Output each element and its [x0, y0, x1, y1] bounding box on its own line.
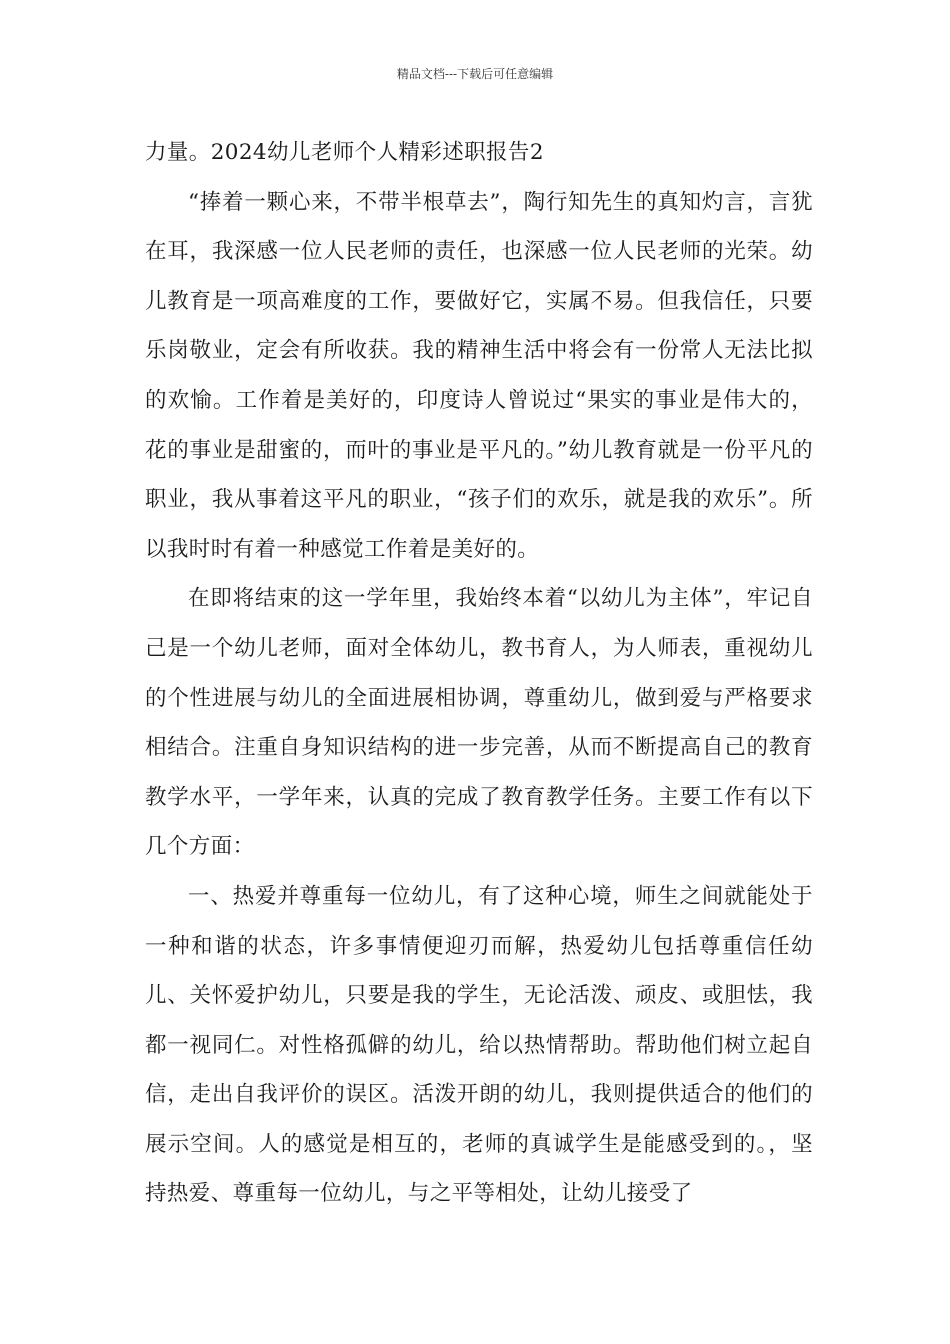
page-header: 精品文档---下载后可任意编辑: [396, 67, 554, 81]
paragraph-2: “捧着一颗心来，不带半根草去”，陶行知先生的真知灼言，言犹在耳，我深感一位人民老师的责任，也深感一位人民老师的光荣。幼儿教育是一项高难度的工作，要做好它，实属不易。但我信任，只要乐岗敬业，定会有所收获。我的精神生活中将会有一份常人无法比拟的欢愉。工作着是美好的，印度诗人曾说过“果实的事业是伟大的，花的事业是甜蜜的，而叶的事业是平凡的。”幼儿教育就是一份平凡的职业，我从事着这平凡的职业，“孩子们的欢乐，就是我的欢乐”。所以我时时有着一种感觉工作着是美好的。: [145, 189, 813, 562]
document-body: [145, 128, 813, 1219]
paragraph-3: 在即将结束的这一学年里，我始终本着“以幼儿为主体”，牢记自己是一个幼儿老师，面对全体幼儿，教书育人，为人师表，重视幼儿的个性进展与幼儿的全面进展相协调，尊重幼儿，做到爱与严格要求相结合。注重自身知识结构的进一步完善，从而不断提高自己的教育教学水平，一学年来，认真的完成了教育教学任务。主要工作有以下几个方面：: [145, 586, 813, 860]
paragraph-1: 力量。2024幼儿老师个人精彩述职报告2: [145, 140, 544, 165]
paragraph-4: 一、热爱并尊重每一位幼儿，有了这种心境，师生之间就能处于一种和谐的状态，许多事情便迎刃而解，热爱幼儿包括尊重信任幼儿、关怀爱护幼儿，只要是我的学生，无论活泼、顽皮、或胆怯，我都一视同仁。对性格孤僻的幼儿，给以热情帮助。帮助他们树立起自信，走出自我评价的误区。活泼开朗的幼儿，我则提供适合的他们的展示空间。人的感觉是相互的，老师的真诚学生是能感受到的。，坚持热爱、尊重每一位幼儿，与之平等相处，让幼儿接受了: [145, 883, 813, 1207]
